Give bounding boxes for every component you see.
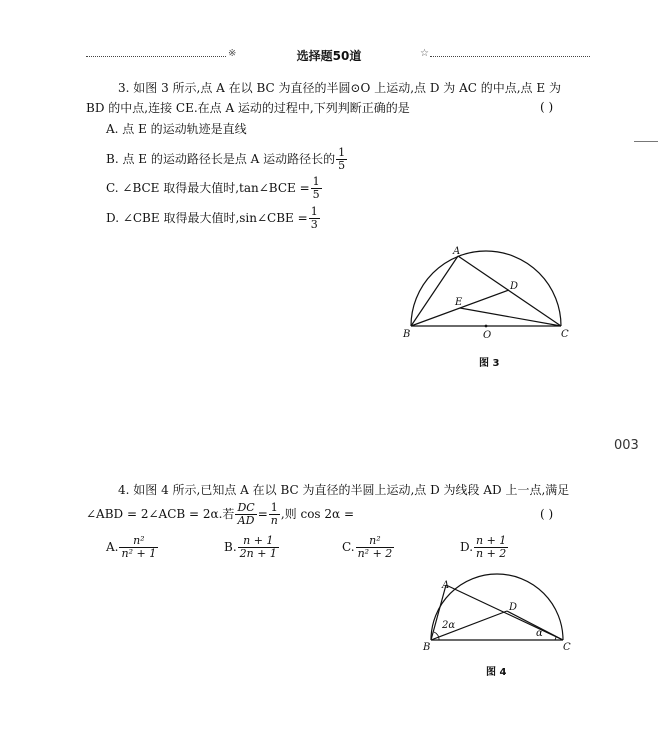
fig4-label-d: D: [509, 602, 518, 613]
q4-equals: =: [257, 507, 268, 521]
q4-option-d-den: n + 2: [476, 547, 507, 560]
q4-one-over-n-num: 1: [270, 501, 278, 514]
q3-option-c-num: 1: [312, 175, 320, 188]
q3-option-d: [106, 205, 321, 231]
q3-option-b-num: 1: [338, 146, 346, 159]
q4-option-c-num: n²: [369, 534, 381, 547]
q3-stem-line1: 3. 如图 3 所示,点 A 在以 BC 为直径的半圆⊙O 上运动,点 D 为 AC 的中点,点 E 为: [118, 81, 561, 95]
q3-option-d-num: 1: [310, 205, 318, 218]
q4-ratio-num: DC: [237, 501, 255, 514]
page-title: 选择题50道: [296, 49, 362, 63]
q4-option-d-label: D.: [460, 540, 474, 554]
fig3-label-a: A: [453, 246, 461, 257]
header-rule-right: [430, 56, 590, 57]
q4-option-c-den: n² + 2: [357, 547, 393, 560]
fig4-segment-ab: [431, 585, 446, 640]
figure-3-diagram: [398, 244, 578, 344]
q4-answer-paren: ( ): [540, 507, 554, 521]
q3-option-a: A. 点 E 的运动轨迹是直线: [106, 122, 247, 136]
q3-option-d-text: D. ∠CBE 取得最大值时,sin∠CBE =: [106, 211, 308, 225]
fig3-semicircle: [411, 251, 561, 326]
q4-option-a-num: n²: [133, 534, 145, 547]
header-deco-right: ☆: [420, 48, 429, 59]
page-number: 003: [614, 438, 639, 453]
q3-option-b: [106, 146, 348, 172]
q3-option-c-text: C. ∠BCE 取得最大值时,tan∠BCE =: [106, 181, 310, 195]
q4-one-over-n-den: n: [270, 514, 278, 527]
q4-option-a-label: A.: [106, 540, 119, 554]
q4-option-c-fraction: [356, 535, 395, 560]
q4-option-b-fraction: [238, 535, 279, 560]
q3-option-b-fraction: [336, 147, 347, 172]
q4-option-a-den: n² + 1: [121, 547, 157, 560]
q4-option-c: [342, 532, 395, 562]
q3-option-c: [106, 175, 323, 201]
header-deco-left: ※: [228, 48, 237, 59]
fig4-label-b: B: [423, 642, 431, 653]
fig3-segment-ab: [411, 256, 458, 326]
q3-stem-line2: BD 的中点,连接 CE.在点 A 运动的过程中,下列判断正确的是: [86, 101, 410, 115]
fig3-label-o: O: [483, 330, 492, 341]
fig3-label-b: B: [403, 329, 411, 340]
q4-option-d-num: n + 1: [476, 534, 507, 547]
q3-option-d-den: 3: [310, 218, 318, 231]
q3-option-d-fraction: [309, 206, 320, 231]
q4-stem-line2: [86, 500, 354, 528]
q4-option-b-num: n + 1: [243, 534, 274, 547]
fig4-segment-dc: [507, 611, 563, 640]
fig3-label-c: C: [561, 329, 569, 340]
q4-option-b-den: 2n + 1: [239, 547, 277, 560]
q3-option-c-den: 5: [312, 188, 320, 201]
q4-option-c-label: C.: [342, 540, 355, 554]
q4-option-a-fraction: [119, 535, 158, 560]
q4-option-b: [224, 532, 280, 562]
fig3-label-e: E: [455, 297, 463, 308]
q4-stem-line2-tail: ,则 cos 2α =: [280, 507, 354, 521]
q3-option-c-fraction: [311, 176, 322, 201]
figure-3-caption: 图 3: [479, 358, 500, 369]
q4-one-over-n: [269, 502, 280, 527]
q3-option-b-den: 5: [338, 159, 346, 172]
q4-ratio-fraction: [235, 502, 256, 527]
q4-option-d-fraction: [474, 535, 508, 560]
fig3-segment-ce: [460, 308, 561, 326]
q4-stem-line2-text: ∠ABD = 2∠ACB = 2α.若: [86, 507, 235, 521]
q3-option-b-text: B. 点 E 的运动路径长是点 A 运动路径长的: [106, 152, 336, 166]
edge-mark: [634, 141, 658, 142]
figure-4-diagram: [418, 570, 578, 654]
fig4-label-2alpha: 2α: [442, 620, 456, 631]
q4-stem-line1: 4. 如图 4 所示,已知点 A 在以 BC 为直径的半圆上运动,点 D 为线段 AD 上一点,满足: [118, 483, 570, 497]
q4-ratio-den: AD: [235, 514, 256, 527]
figure-4-caption: 图 4: [486, 667, 507, 678]
q4-option-b-label: B.: [224, 540, 237, 554]
fig4-label-c: C: [563, 642, 571, 653]
q4-option-d: [460, 532, 509, 562]
q3-answer-paren: ( ): [540, 100, 554, 114]
q4-option-a: [106, 532, 159, 562]
fig3-center-point: [485, 325, 488, 328]
fig3-label-d: D: [510, 281, 519, 292]
fig4-label-alpha: α: [536, 628, 543, 639]
fig4-label-a: A: [442, 580, 450, 591]
